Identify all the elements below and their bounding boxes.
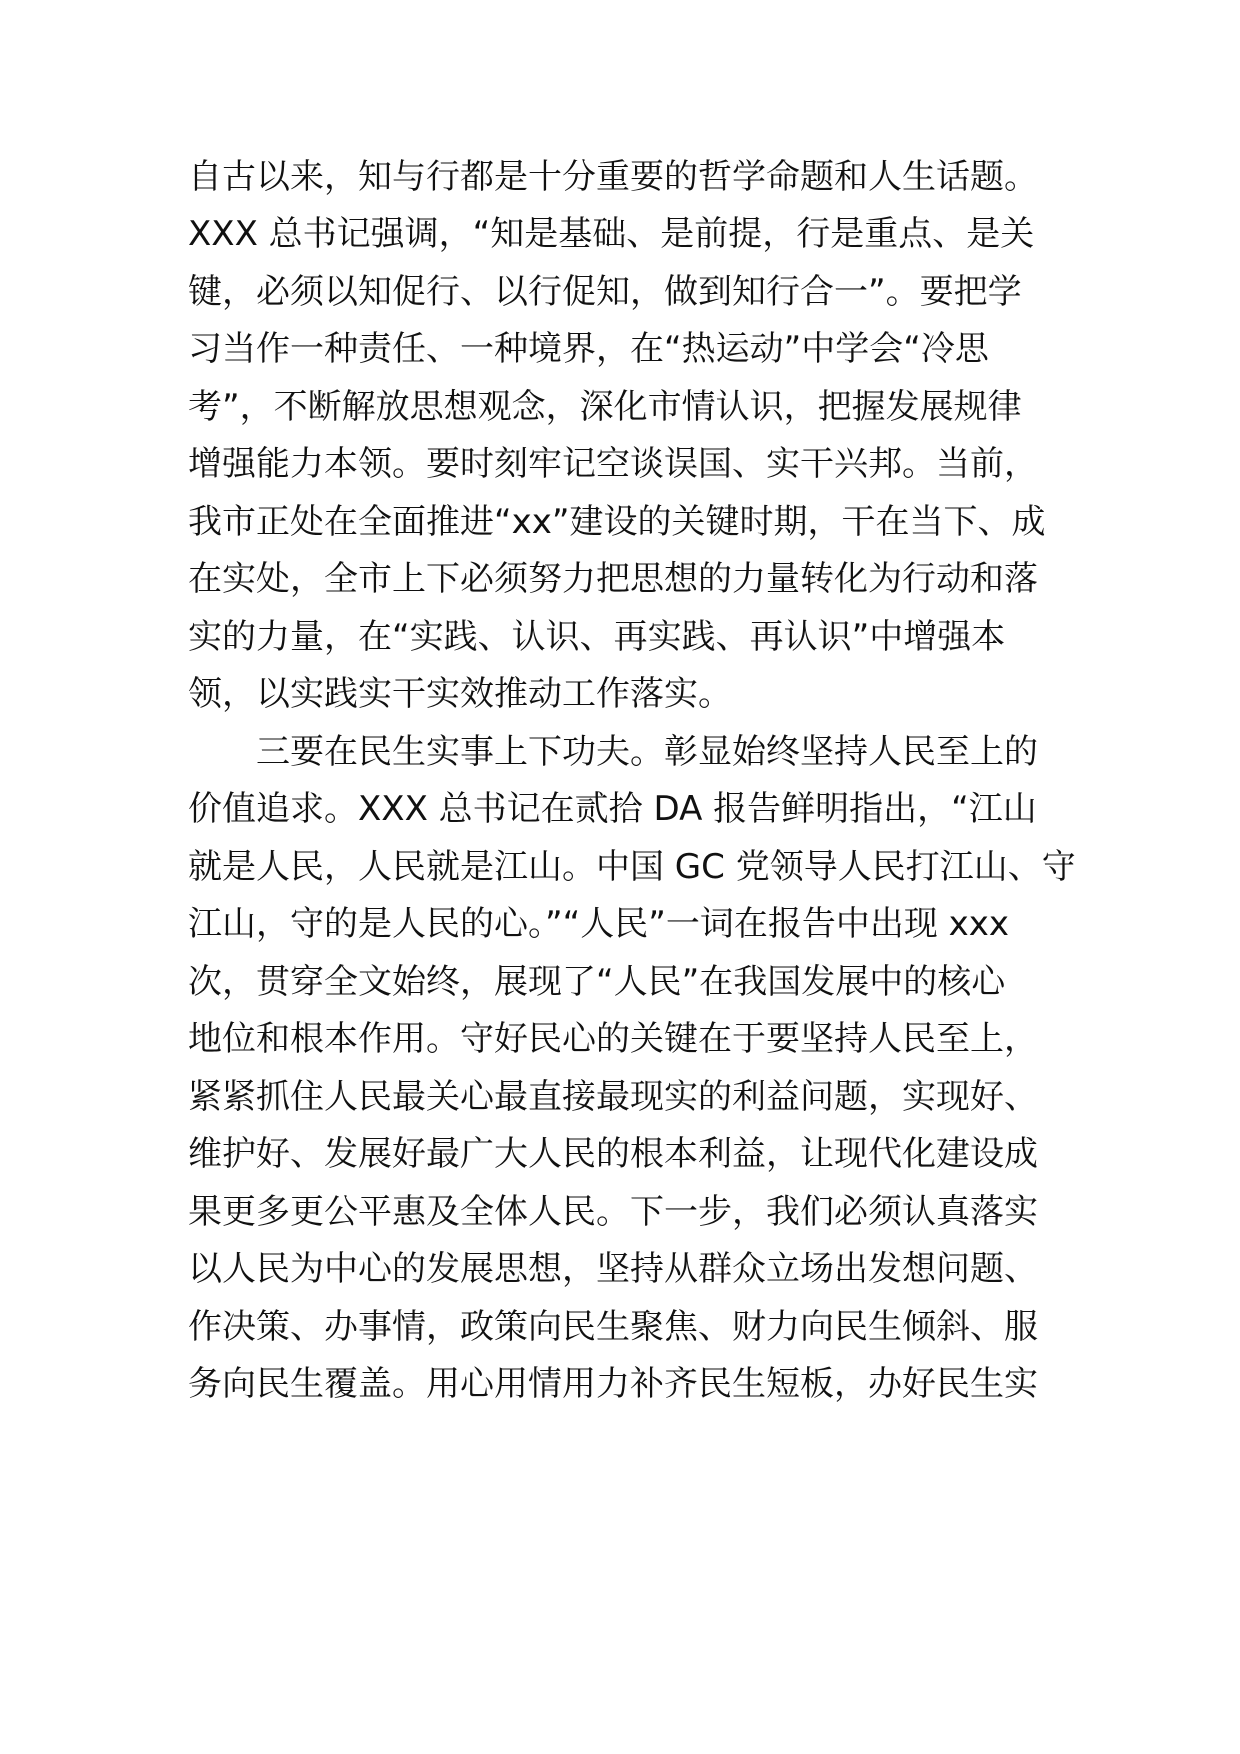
paragraph-line: 紧紧抓住人民最关心最直接最现实的利益问题，实现好、 bbox=[188, 1077, 1038, 1117]
paragraph-line: 地位和根本作用。守好民心的关键在于要坚持人民至上， bbox=[188, 1019, 1038, 1059]
paragraph-line: 在实处，全市上下必须努力把思想的力量转化为行动和落 bbox=[188, 559, 1038, 599]
paragraph-line: 维护好、发展好最广大人民的根本利益，让现代化建设成 bbox=[188, 1134, 1038, 1174]
paragraph-line: 以人民为中心的发展思想，坚持从群众立场出发想问题、 bbox=[188, 1249, 1038, 1289]
paragraph-line: 考”，不断解放思想观念，深化市情认识，把握发展规律 bbox=[188, 387, 1022, 427]
paragraph-line: 键，必须以知促行、以行促知，做到知行合一”。要把学 bbox=[188, 272, 1022, 312]
paragraph-line: 作决策、办事情，政策向民生聚焦、财力向民生倾斜、服 bbox=[188, 1307, 1038, 1347]
paragraph-line: 价值追求。XXX 总书记在贰拾 DA 报告鲜明指出，“江山 bbox=[188, 789, 1037, 829]
paragraph-line: 次，贯穿全文始终，展现了“人民”在我国发展中的核心 bbox=[188, 962, 1006, 1002]
paragraph-line: 增强能力本领。要时刻牢记空谈误国、实干兴邦。当前， bbox=[188, 444, 1038, 484]
paragraph-line-indented: 三要在民生实事上下功夫。彰显始终坚持人民至上的 bbox=[256, 732, 1038, 772]
paragraph-line: XXX 总书记强调，“知是基础、是前提，行是重点、是关 bbox=[188, 214, 1035, 254]
paragraph-line: 我市正处在全面推进“xx”建设的关键时期，干在当下、成 bbox=[188, 502, 1046, 542]
paragraph-line: 自古以来，知与行都是十分重要的哲学命题和人生话题。 bbox=[188, 157, 1038, 197]
paragraph-line: 实的力量，在“实践、认识、再实践、再认识”中增强本 bbox=[188, 617, 1006, 657]
paragraph-line: 习当作一种责任、一种境界，在“热运动”中学会“冷思 bbox=[188, 329, 989, 369]
paragraph-line: 江山，守的是人民的心。”“人民”一词在报告中出现 xxx bbox=[188, 904, 1010, 944]
paragraph-line: 就是人民，人民就是江山。中国 GC 党领导人民打江山、守 bbox=[188, 847, 1076, 887]
paragraph-line: 务向民生覆盖。用心用情用力补齐民生短板，办好民生实 bbox=[188, 1364, 1038, 1404]
paragraph-line: 领，以实践实干实效推动工作落实。 bbox=[188, 674, 732, 714]
paragraph-line: 果更多更公平惠及全体人民。下一步，我们必须认真落实 bbox=[188, 1192, 1038, 1232]
